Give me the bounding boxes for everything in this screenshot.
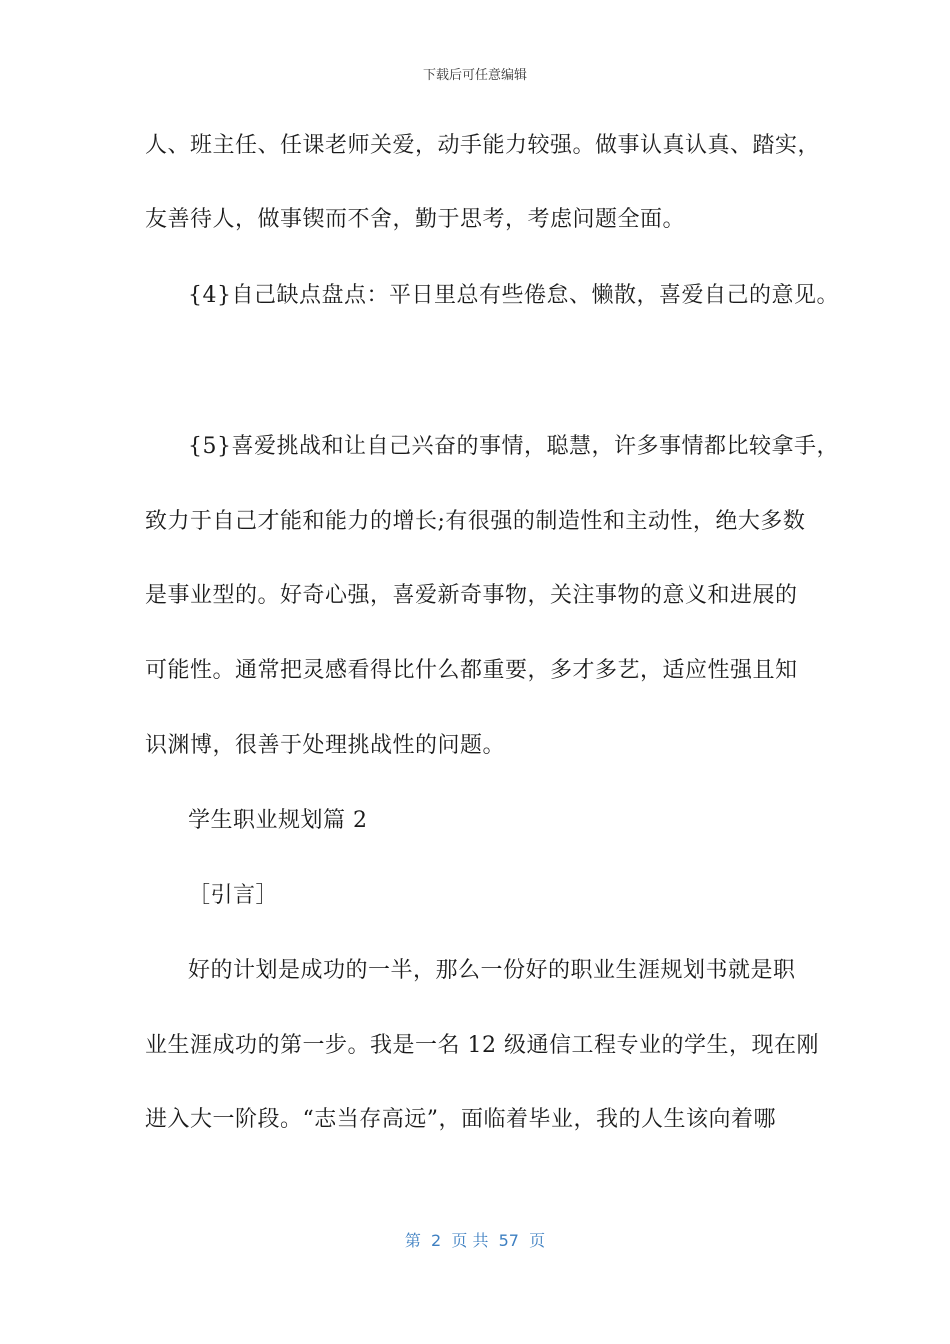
body-line: 好的计划是成功的一半，那么一份好的职业生涯规划书就是职 <box>188 958 796 983</box>
body-line: 是事业型的。好奇心强，喜爱新奇事物，关注事物的意义和进展的 <box>145 583 798 608</box>
body-line: 致力于自己才能和能力的增长;有很强的制造性和主动性，绝大多数 <box>145 509 806 534</box>
body-line: 进入大一阶段。“志当存高远”，面临着毕业，我的人生该向着哪 <box>145 1107 776 1132</box>
body-line: 业生涯成功的第一步。我是一名 12 级通信工程专业的学生，现在刚 <box>145 1033 819 1058</box>
body-line: 人、班主任、任课老师关爱，动手能力较强。做事认真认真、踏实， <box>145 133 821 158</box>
body-line: {4}自己缺点盘点：平日里总有些倦怠、懒散，喜爱自己的意见。 <box>188 283 839 308</box>
page-footer: 第 2 页 共 57 页 <box>404 1231 546 1250</box>
body-line: {5}喜爱挑战和让自己兴奋的事情，聪慧，许多事情都比较拿手， <box>188 434 839 459</box>
section-heading: ［引言］ <box>188 883 279 908</box>
body-line: 可能性。通常把灵感看得比什么都重要，多才多艺，适应性强且知 <box>145 658 798 683</box>
body-line: 识渊博，很善于处理挑战性的问题。 <box>145 733 506 758</box>
body-line: 友善待人，做事锲而不舍，勤于思考，考虑问题全面。 <box>145 207 686 232</box>
page-header: 下载后可任意编辑 <box>422 68 527 83</box>
section-title: 学生职业规划篇 2 <box>188 808 368 833</box>
